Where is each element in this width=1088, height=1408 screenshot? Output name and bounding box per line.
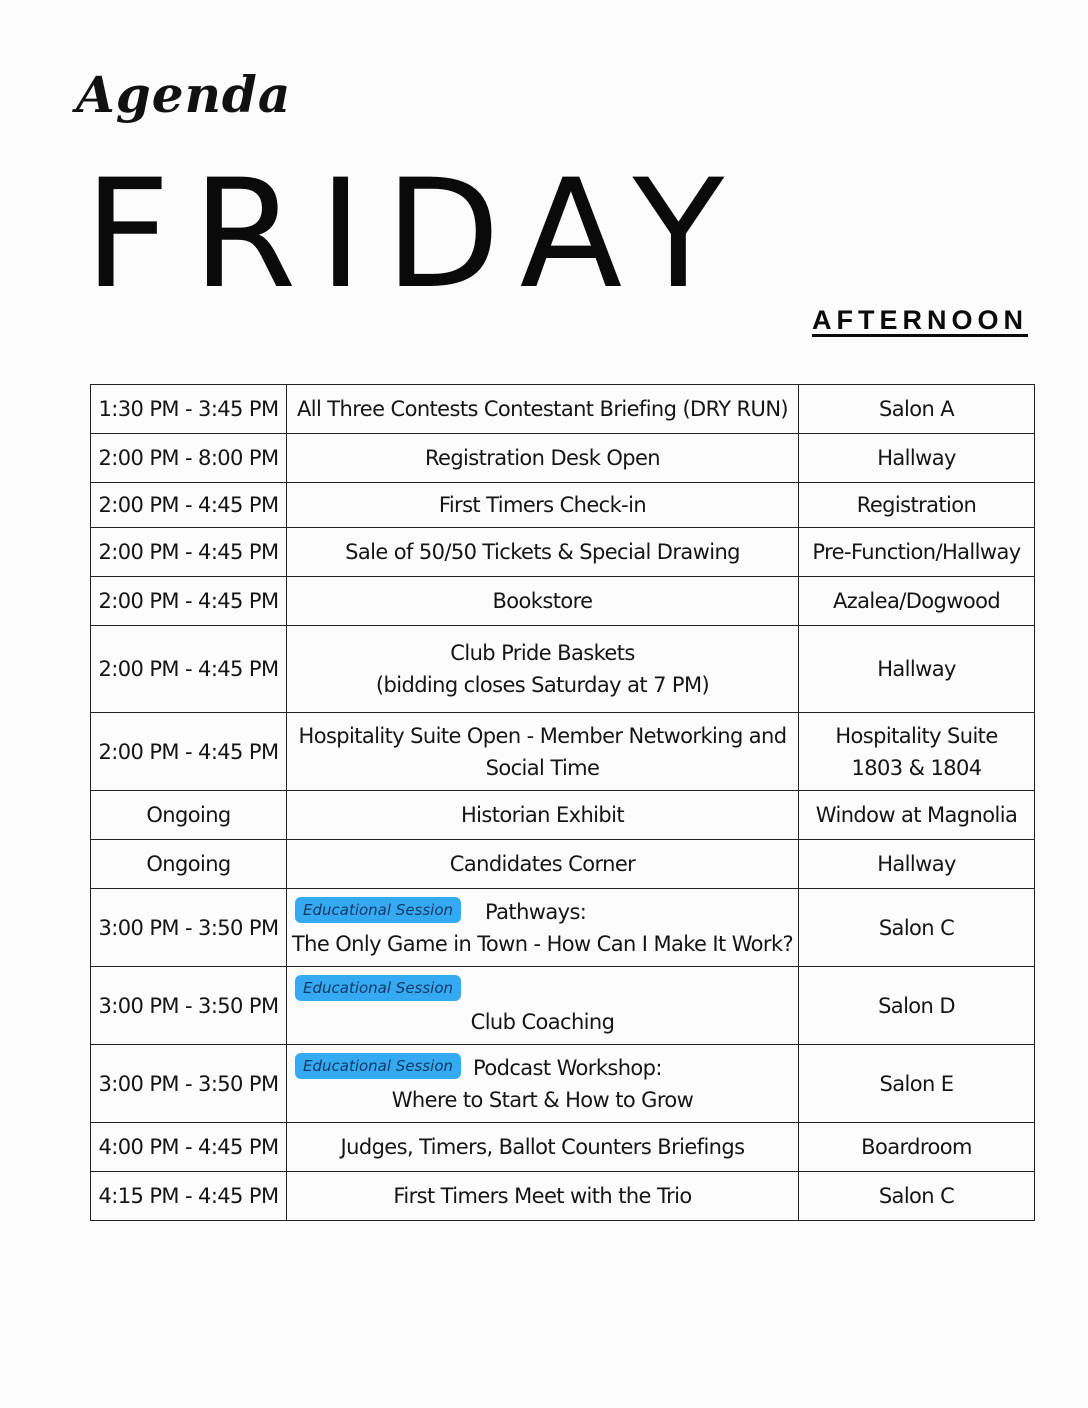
location-cell: Hallway — [799, 434, 1035, 483]
location-cell: Registration — [799, 483, 1035, 528]
location-cell: Window at Magnolia — [799, 791, 1035, 840]
event-line: Where to Start & How to Grow — [391, 1087, 694, 1112]
event-cell — [287, 1045, 799, 1123]
time-cell: 1:30 PM - 3:45 PM — [91, 385, 287, 434]
table-row — [91, 577, 1035, 626]
time-cell: 4:00 PM - 4:45 PM — [91, 1123, 287, 1172]
event-line: Social Time — [485, 755, 600, 780]
location-cell: Azalea/Dogwood — [799, 577, 1035, 626]
event-line — [291, 974, 794, 1006]
event-line: Hospitality Suite Open - Member Networking and — [298, 723, 787, 748]
time-cell: 4:15 PM - 4:45 PM — [91, 1172, 287, 1221]
event-line: The Only Game in Town - How Can I Make It Work? — [291, 931, 794, 956]
educational-session-badge: Educational Session — [295, 897, 461, 923]
time-cell: 3:00 PM - 3:50 PM — [91, 889, 287, 967]
time-cell: 3:00 PM - 3:50 PM — [91, 967, 287, 1045]
time-cell: Ongoing — [91, 840, 287, 889]
time-cell: 2:00 PM - 4:45 PM — [91, 483, 287, 528]
event-cell: Sale of 50/50 Tickets & Special Drawing — [287, 528, 799, 577]
time-cell: 3:00 PM - 3:50 PM — [91, 1045, 287, 1123]
event-cell: All Three Contests Contestant Briefing (DRY RUN) — [287, 385, 799, 434]
location-cell: Pre-Function/Hallway — [799, 528, 1035, 577]
agenda-table — [90, 384, 1035, 1221]
day-title: FRIDAY — [84, 148, 747, 322]
table-row — [91, 434, 1035, 483]
table-row — [91, 1045, 1035, 1123]
table-row — [91, 713, 1035, 791]
event-line: Club Pride Baskets — [450, 641, 635, 665]
event-line: (bidding closes Saturday at 7 PM) — [375, 673, 710, 697]
event-cell — [287, 889, 799, 967]
table-row — [91, 889, 1035, 967]
event-cell: Historian Exhibit — [287, 791, 799, 840]
location-line: 1803 & 1804 — [851, 755, 982, 780]
event-line: Club Coaching — [470, 1009, 615, 1034]
time-cell: 2:00 PM - 8:00 PM — [91, 434, 287, 483]
event-cell: Candidates Corner — [287, 840, 799, 889]
event-cell: Judges, Timers, Ballot Counters Briefings — [287, 1123, 799, 1172]
period-label: AFTERNOON — [812, 305, 1028, 335]
event-cell — [287, 713, 799, 791]
time-cell: 2:00 PM - 4:45 PM — [91, 626, 287, 713]
event-cell: Bookstore — [287, 577, 799, 626]
event-cell: First Timers Check-in — [287, 483, 799, 528]
time-cell: Ongoing — [91, 791, 287, 840]
time-cell: 2:00 PM - 4:45 PM — [91, 713, 287, 791]
event-line — [291, 896, 794, 928]
event-cell: First Timers Meet with the Trio — [287, 1172, 799, 1221]
location-cell: Salon C — [799, 1172, 1035, 1221]
event-line — [291, 1052, 794, 1084]
location-line: Hospitality Suite — [835, 723, 998, 748]
event-title: Podcast Workshop: — [473, 1055, 662, 1080]
table-row — [91, 483, 1035, 528]
location-cell: Salon C — [799, 889, 1035, 967]
table-row — [91, 528, 1035, 577]
agenda-script-title: Agenda — [76, 65, 292, 124]
event-title: Pathways: — [485, 899, 587, 924]
table-row — [91, 1172, 1035, 1221]
location-cell: Hallway — [799, 626, 1035, 713]
table-row — [91, 626, 1035, 713]
table-row — [91, 967, 1035, 1045]
location-cell: Salon E — [799, 1045, 1035, 1123]
event-cell: Registration Desk Open — [287, 434, 799, 483]
table-row — [91, 1123, 1035, 1172]
location-cell: Salon D — [799, 967, 1035, 1045]
location-cell: Salon A — [799, 385, 1035, 434]
location-cell — [799, 713, 1035, 791]
time-cell: 2:00 PM - 4:45 PM — [91, 577, 287, 626]
educational-session-badge: Educational Session — [295, 975, 461, 1001]
event-cell — [287, 626, 799, 713]
time-cell: 2:00 PM - 4:45 PM — [91, 528, 287, 577]
table-row — [91, 791, 1035, 840]
location-cell: Hallway — [799, 840, 1035, 889]
location-cell: Boardroom — [799, 1123, 1035, 1172]
table-row — [91, 840, 1035, 889]
educational-session-badge: Educational Session — [295, 1053, 461, 1079]
table-row — [91, 385, 1035, 434]
event-cell — [287, 967, 799, 1045]
